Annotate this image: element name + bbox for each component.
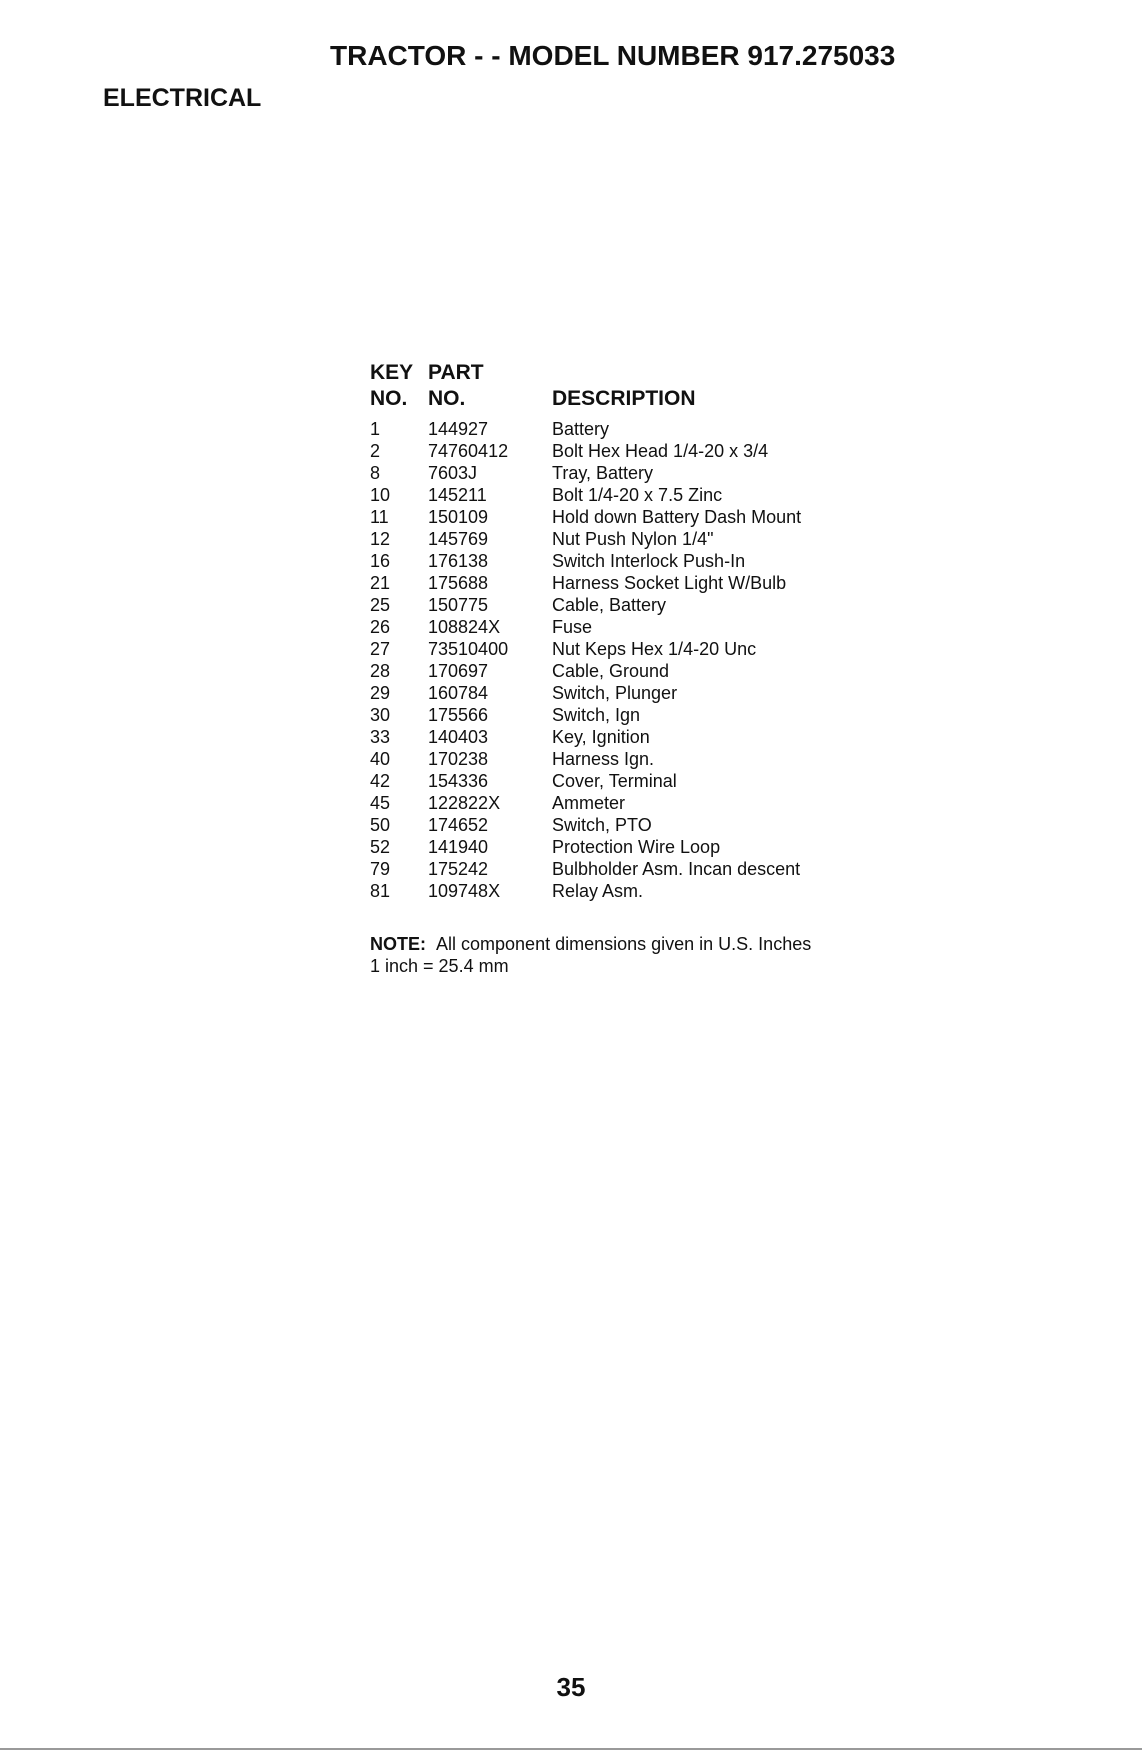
description-cell: Bolt 1/4-20 x 7.5 Zinc (552, 485, 723, 505)
table-row (370, 836, 892, 858)
part-no-cell: 140403 (428, 727, 489, 747)
description-cell: Harness Socket Light W/Bulb (552, 573, 787, 593)
key-no-cell: 8 (370, 463, 381, 483)
key-no-cell: 26 (370, 617, 391, 637)
table-row (370, 748, 892, 770)
part-no-cell: 109748X (428, 881, 501, 901)
header-row-1 (370, 360, 892, 386)
part-no-cell: 174652 (428, 815, 489, 835)
key-no-cell: 30 (370, 705, 391, 725)
description-cell: Cable, Ground (552, 661, 670, 681)
parts-table-header (370, 360, 892, 418)
note-line (370, 933, 811, 955)
key-no-cell: 21 (370, 573, 391, 593)
description-cell: Cover, Terminal (552, 771, 677, 791)
table-row (370, 792, 892, 814)
part-no-cell: 108824X (428, 617, 501, 637)
table-row (370, 880, 892, 902)
key-no-cell: 11 (370, 507, 389, 527)
table-row (370, 704, 892, 726)
part-no-cell: 160784 (428, 683, 489, 703)
key-no-cell: 40 (370, 749, 391, 769)
table-row (370, 858, 892, 880)
description-cell: Switch, Ign (552, 705, 641, 725)
part-no-cell: 122822X (428, 793, 501, 813)
key-no-cell: 29 (370, 683, 391, 703)
key-no-cell: 27 (370, 639, 391, 659)
key-no-cell: 2 (370, 441, 381, 461)
table-row (370, 506, 892, 528)
table-row (370, 770, 892, 792)
parts-table-body (370, 418, 892, 902)
header-spacer (552, 360, 892, 386)
part-no-cell: 175566 (428, 705, 489, 725)
description-cell: Switch, PTO (552, 815, 652, 835)
part-header-line2: NO. (428, 387, 466, 410)
key-no-cell: 10 (370, 485, 391, 505)
description-cell: Cable, Battery (552, 595, 667, 615)
description-cell: Bulbholder Asm. Incan descent (552, 859, 801, 879)
description-cell: Bolt Hex Head 1/4-20 x 3/4 (552, 441, 769, 461)
part-no-cell: 73510400 (428, 639, 509, 659)
note-block (370, 933, 811, 977)
note-text: All component dimensions given in U.S. Inches (436, 934, 812, 954)
table-row (370, 814, 892, 836)
description-cell: Fuse (552, 617, 593, 637)
key-no-cell: 33 (370, 727, 391, 747)
description-cell: Tray, Battery (552, 463, 654, 483)
key-no-cell: 16 (370, 551, 391, 571)
table-row (370, 440, 892, 462)
table-row (370, 726, 892, 748)
part-no-cell: 144927 (428, 419, 489, 439)
part-no-cell: 150775 (428, 595, 489, 615)
part-no-cell: 145769 (428, 529, 489, 549)
table-row (370, 638, 892, 660)
table-row (370, 484, 892, 506)
parts-table (370, 360, 892, 902)
part-no-cell: 141940 (428, 837, 489, 857)
page-bottom-edge (0, 1748, 1142, 1750)
part-no-cell: 145211 (428, 485, 487, 505)
part-no-cell: 7603J (428, 463, 478, 483)
table-row (370, 682, 892, 704)
header-row-2 (370, 386, 892, 412)
description-cell: Ammeter (552, 793, 626, 813)
note-label: NOTE: (370, 934, 426, 954)
key-no-cell: 1 (370, 419, 381, 439)
description-cell: Switch Interlock Push-In (552, 551, 746, 571)
table-row (370, 660, 892, 682)
part-no-cell: 170697 (428, 661, 489, 681)
part-header-line1: PART (428, 361, 484, 384)
key-no-cell: 81 (370, 881, 391, 901)
part-no-cell: 74760412 (428, 441, 509, 461)
description-cell: Battery (552, 419, 610, 439)
description-cell: Key, Ignition (552, 727, 650, 747)
section-title: ELECTRICAL (103, 84, 262, 112)
key-no-cell: 42 (370, 771, 391, 791)
key-no-cell: 45 (370, 793, 391, 813)
part-no-cell: 175688 (428, 573, 489, 593)
description-cell: Harness Ign. (552, 749, 655, 769)
key-no-cell: 12 (370, 529, 391, 549)
description-cell: Switch, Plunger (552, 683, 678, 703)
part-no-cell: 176138 (428, 551, 489, 571)
table-row (370, 616, 892, 638)
note-conversion: 1 inch = 25.4 mm (370, 956, 509, 976)
table-row (370, 572, 892, 594)
key-no-cell: 50 (370, 815, 391, 835)
key-no-cell: 52 (370, 837, 391, 857)
part-no-cell: 175242 (428, 859, 489, 879)
key-no-cell: 28 (370, 661, 391, 681)
key-no-cell: 25 (370, 595, 391, 615)
key-no-cell: 79 (370, 859, 391, 879)
description-header: DESCRIPTION (552, 387, 696, 410)
table-row (370, 550, 892, 572)
table-row (370, 462, 892, 484)
part-no-cell: 150109 (428, 507, 489, 527)
key-header-line2: NO. (370, 387, 408, 410)
description-cell: Relay Asm. (552, 881, 644, 901)
table-row (370, 528, 892, 550)
page-number: 35 (556, 1672, 586, 1702)
key-header-line1: KEY (370, 361, 414, 384)
description-cell: Hold down Battery Dash Mount (552, 507, 802, 527)
description-cell: Nut Push Nylon 1/4" (552, 529, 714, 549)
description-cell: Nut Keps Hex 1/4-20 Unc (552, 639, 757, 659)
part-no-cell: 170238 (428, 749, 489, 769)
table-row (370, 418, 892, 440)
table-row (370, 594, 892, 616)
page-title: TRACTOR - - MODEL NUMBER 917.275033 (330, 40, 896, 71)
description-cell: Protection Wire Loop (552, 837, 721, 857)
part-no-cell: 154336 (428, 771, 489, 791)
